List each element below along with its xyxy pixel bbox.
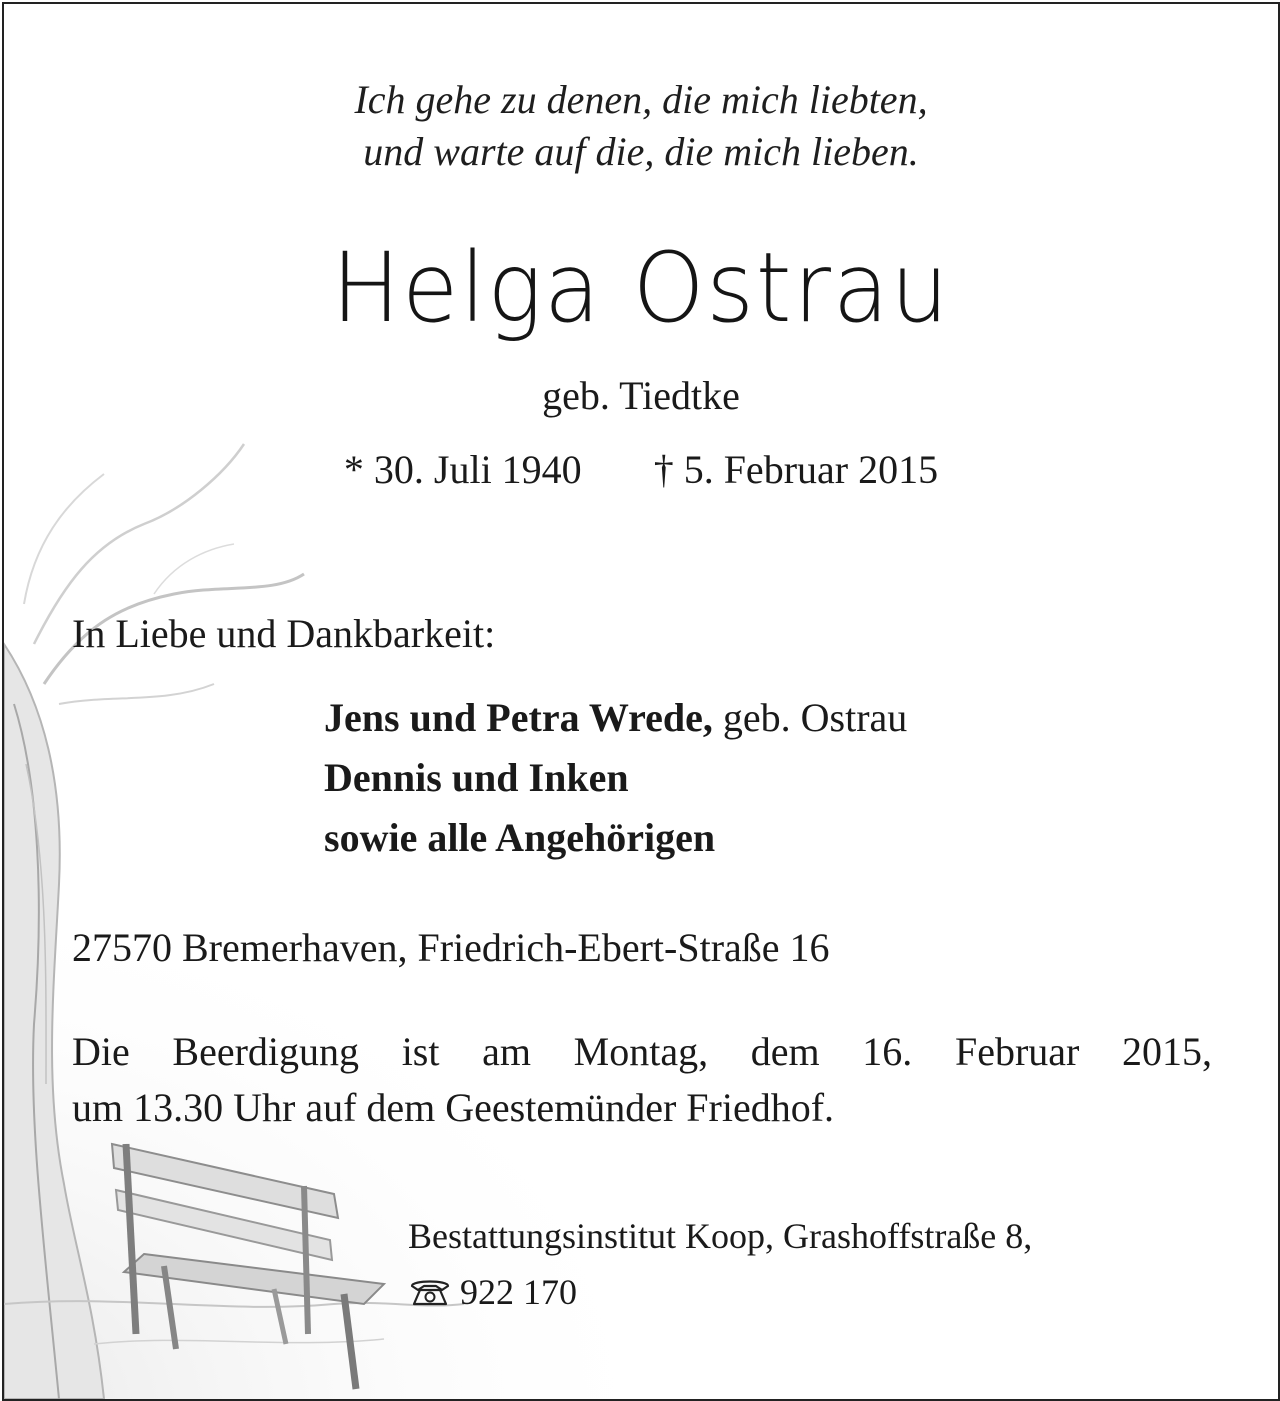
quote-line-2: und warte auf die, die mich lieben.	[363, 129, 919, 174]
quote-line-1: Ich gehe zu denen, die mich liebten,	[354, 77, 928, 122]
undertaker-phone	[408, 1266, 577, 1318]
mourner-line-3	[324, 808, 715, 868]
phone-number: 922 170	[460, 1272, 577, 1312]
mourner-line-2-text: Dennis und Inken	[324, 755, 629, 800]
funeral-info-line-1: Die Beerdigung ist am Montag, dem 16. Februar 2015,	[72, 1029, 1212, 1074]
funeral-info-line-2: um 13.30 Uhr auf dem Geestemünder Friedhof.	[72, 1085, 835, 1130]
mourner-line-2	[324, 748, 629, 808]
mourners-intro: In Liebe und Dankbarkeit:	[72, 611, 496, 656]
family-address: 27570 Bremerhaven, Friedrich-Ebert-Straße 16	[72, 925, 830, 970]
maiden-name: geb. Tiedtke	[542, 373, 740, 418]
telephone-icon	[408, 1276, 452, 1308]
mourner-names: Jens und Petra Wrede,	[324, 695, 713, 740]
mourner-line-1	[324, 688, 907, 748]
deceased-name: Helga Ostrau	[331, 232, 951, 344]
death-date: † 5. Februar 2015	[653, 447, 939, 492]
birth-date: * 30. Juli 1940	[343, 447, 582, 492]
life-dates	[4, 444, 1278, 496]
undertaker-address: Bestattungsinstitut Koop, Grashoffstraße 8,	[408, 1216, 1033, 1256]
mourner-line-3-text: sowie alle Angehörigen	[324, 815, 716, 860]
mourner-maiden-note: geb. Ostrau	[712, 695, 908, 740]
obituary-notice	[2, 2, 1280, 1401]
